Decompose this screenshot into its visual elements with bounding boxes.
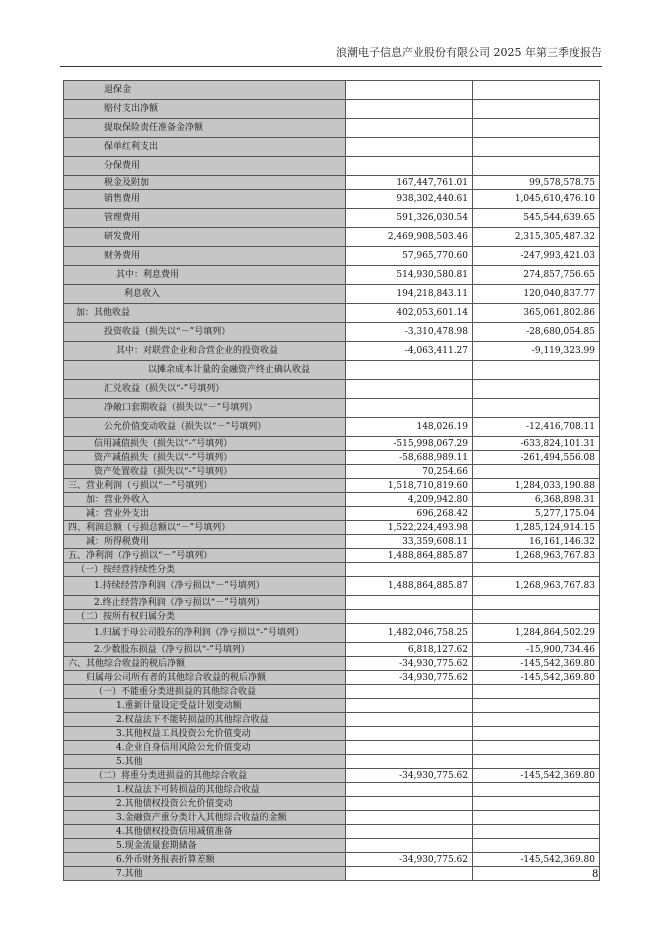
current-period-value <box>346 81 473 100</box>
row-label: 汇兑收益（损失以“-”号填列） <box>64 380 346 399</box>
table-row <box>64 521 600 535</box>
table-row <box>64 783 600 797</box>
current-period-value <box>346 783 473 797</box>
prior-period-value: -28,680,054.85 <box>473 323 600 342</box>
current-period-value <box>346 563 473 577</box>
table-row <box>64 797 600 811</box>
row-label: 资产处置收益（损失以“-”号填列） <box>64 465 346 479</box>
row-label: 销售费用 <box>64 190 346 209</box>
row-label: 税金及附加 <box>64 176 346 190</box>
current-period-value: 148,026.19 <box>346 418 473 437</box>
table-row <box>64 157 600 176</box>
table-row <box>64 361 600 380</box>
current-period-value: 402,053,601.14 <box>346 304 473 323</box>
table-row <box>64 247 600 266</box>
current-period-value <box>346 138 473 157</box>
row-label: 减：所得税费用 <box>64 535 346 549</box>
row-label: 赔付支出净额 <box>64 100 346 119</box>
row-label: 四、利润总额（亏损总额以“－”号填列） <box>64 521 346 535</box>
current-period-value <box>346 797 473 811</box>
row-label: 归属母公司所有者的其他综合收益的税后净额 <box>64 671 346 685</box>
table-row <box>64 479 600 493</box>
current-period-value: 57,965,770.60 <box>346 247 473 266</box>
table-row <box>64 451 600 465</box>
current-period-value <box>346 867 473 881</box>
row-label: 加：营业外收入 <box>64 493 346 507</box>
prior-period-value <box>473 727 600 741</box>
current-period-value <box>346 839 473 853</box>
table-row <box>64 437 600 451</box>
table-row <box>64 624 600 643</box>
current-period-value: 938,302,440.61 <box>346 190 473 209</box>
table-row <box>64 493 600 507</box>
row-label: 6.外币财务报表折算差额 <box>64 853 346 867</box>
prior-period-value <box>473 119 600 138</box>
row-label: 2.终止经营净利润（净亏损以“－”号填列） <box>64 596 346 610</box>
current-period-value <box>346 610 473 624</box>
row-label: 1.重新计量设定受益计划变动额 <box>64 699 346 713</box>
current-period-value: 2,469,908,503.46 <box>346 228 473 247</box>
row-label: 退保金 <box>64 81 346 100</box>
current-period-value <box>346 699 473 713</box>
prior-period-value: 2,315,305,487.32 <box>473 228 600 247</box>
prior-period-value <box>473 741 600 755</box>
current-period-value: 33,359,608.11 <box>346 535 473 549</box>
row-label: 2.其他债权投资公允价值变动 <box>64 797 346 811</box>
prior-period-value <box>473 867 600 881</box>
row-label: 4.企业自身信用风险公允价值变动 <box>64 741 346 755</box>
table-row <box>64 811 600 825</box>
table-row <box>64 304 600 323</box>
current-period-value: 4,209,942.80 <box>346 493 473 507</box>
current-period-value <box>346 157 473 176</box>
row-label: 其中：对联营企业和合营企业的投资收益 <box>64 342 346 361</box>
prior-period-value <box>473 380 600 399</box>
prior-period-value: 16,161,146.32 <box>473 535 600 549</box>
current-period-value: 514,930,580.81 <box>346 266 473 285</box>
table-row <box>64 209 600 228</box>
current-period-value <box>346 755 473 769</box>
current-period-value: 591,326,030.54 <box>346 209 473 228</box>
current-period-value: -34,930,775.62 <box>346 769 473 783</box>
table-row <box>64 399 600 418</box>
current-period-value: -34,930,775.62 <box>346 671 473 685</box>
current-period-value: 1,482,046,758.25 <box>346 624 473 643</box>
current-period-value <box>346 399 473 418</box>
prior-period-value: -633,824,101.31 <box>473 437 600 451</box>
table-row <box>64 342 600 361</box>
prior-period-value <box>473 465 600 479</box>
income-statement-table <box>63 80 600 881</box>
row-label: 五、净利润（净亏损以“－”号填列） <box>64 549 346 563</box>
table-row <box>64 418 600 437</box>
table-row <box>64 825 600 839</box>
row-label: 三、营业利润（亏损以“－”号填列） <box>64 479 346 493</box>
row-label: 分保费用 <box>64 157 346 176</box>
prior-period-value: -145,542,369.80 <box>473 853 600 867</box>
row-label: 公允价值变动收益（损失以“－”号填列） <box>64 418 346 437</box>
current-period-value: 6,818,127.62 <box>346 643 473 657</box>
table-row <box>64 535 600 549</box>
prior-period-value: -247,993,421.03 <box>473 247 600 266</box>
row-label: 财务费用 <box>64 247 346 266</box>
table-row <box>64 839 600 853</box>
current-period-value <box>346 596 473 610</box>
current-period-value <box>346 685 473 699</box>
table-row <box>64 643 600 657</box>
current-period-value: 194,218,843.11 <box>346 285 473 304</box>
table-row <box>64 176 600 190</box>
prior-period-value: -145,542,369.80 <box>473 657 600 671</box>
row-label: 3.金融资产重分类计入其他综合收益的金额 <box>64 811 346 825</box>
row-label: 资产减值损失（损失以“-”号填列） <box>64 451 346 465</box>
table-row <box>64 657 600 671</box>
table-row <box>64 119 600 138</box>
row-label: （一）不能重分类进损益的其他综合收益 <box>64 685 346 699</box>
current-period-value: -3,310,478.98 <box>346 323 473 342</box>
table-row <box>64 699 600 713</box>
prior-period-value: 5,277,175.04 <box>473 507 600 521</box>
income-statement-body <box>64 81 600 881</box>
current-period-value <box>346 741 473 755</box>
row-label: 1.持续经营净利润（净亏损以“－”号填列） <box>64 577 346 596</box>
report-header: 浪潮电子信息产业股份有限公司 2025 年第三季度报告 <box>336 46 602 59</box>
prior-period-value <box>473 100 600 119</box>
prior-period-value <box>473 138 600 157</box>
header-rule <box>60 66 602 67</box>
current-period-value: 1,522,224,493.98 <box>346 521 473 535</box>
table-row <box>64 867 600 881</box>
row-label: 加：其他收益 <box>64 304 346 323</box>
table-row <box>64 741 600 755</box>
table-row <box>64 727 600 741</box>
row-label: 2.权益法下不能转损益的其他综合收益 <box>64 713 346 727</box>
current-period-value <box>346 380 473 399</box>
prior-period-value <box>473 361 600 380</box>
table-row <box>64 769 600 783</box>
table-row <box>64 713 600 727</box>
current-period-value <box>346 100 473 119</box>
table-row <box>64 465 600 479</box>
prior-period-value <box>473 596 600 610</box>
prior-period-value: -12,416,708.11 <box>473 418 600 437</box>
row-label: 保单红利支出 <box>64 138 346 157</box>
prior-period-value <box>473 783 600 797</box>
prior-period-value: -145,542,369.80 <box>473 769 600 783</box>
row-label: （二）按所有权归属分类 <box>64 610 346 624</box>
prior-period-value: 120,040,837.77 <box>473 285 600 304</box>
table-row <box>64 228 600 247</box>
prior-period-value: 6,368,898.31 <box>473 493 600 507</box>
table-row <box>64 577 600 596</box>
current-period-value <box>346 727 473 741</box>
table-row <box>64 596 600 610</box>
table-row <box>64 323 600 342</box>
prior-period-value: 365,061,802.86 <box>473 304 600 323</box>
prior-period-value: 1,045,610,476.10 <box>473 190 600 209</box>
table-row <box>64 507 600 521</box>
row-label: 5.其他 <box>64 755 346 769</box>
current-period-value: -58,688,989.11 <box>346 451 473 465</box>
row-label: 2.少数股东损益（净亏损以“-”号填列） <box>64 643 346 657</box>
table-row <box>64 266 600 285</box>
prior-period-value <box>473 610 600 624</box>
prior-period-value: 545,544,639.65 <box>473 209 600 228</box>
prior-period-value: 1,284,033,190.88 <box>473 479 600 493</box>
row-label: 利息收入 <box>64 285 346 304</box>
table-row <box>64 685 600 699</box>
current-period-value: -4,063,411.27 <box>346 342 473 361</box>
table-row <box>64 285 600 304</box>
current-period-value: -34,930,775.62 <box>346 657 473 671</box>
prior-period-value <box>473 81 600 100</box>
prior-period-value <box>473 713 600 727</box>
table-row <box>64 100 600 119</box>
row-label: 5.现金流量套期储备 <box>64 839 346 853</box>
prior-period-value <box>473 797 600 811</box>
row-label: 1.权益法下可转损益的其他综合收益 <box>64 783 346 797</box>
current-period-value <box>346 825 473 839</box>
prior-period-value <box>473 699 600 713</box>
current-period-value <box>346 713 473 727</box>
current-period-value <box>346 811 473 825</box>
row-label: （一）按经营持续性分类 <box>64 563 346 577</box>
row-label: 4.其他债权投资信用减值准备 <box>64 825 346 839</box>
row-label: 净敞口套期收益（损失以“－”号填列） <box>64 399 346 418</box>
current-period-value <box>346 361 473 380</box>
prior-period-value: -261,494,556.08 <box>473 451 600 465</box>
table-row <box>64 380 600 399</box>
table-row <box>64 81 600 100</box>
row-label: 研发费用 <box>64 228 346 247</box>
table-row <box>64 671 600 685</box>
row-label: 其中：利息费用 <box>64 266 346 285</box>
table-row <box>64 563 600 577</box>
current-period-value: 1,518,710,819.60 <box>346 479 473 493</box>
row-label: 以摊余成本计量的金融资产终止确认收益 <box>64 361 346 380</box>
prior-period-value <box>473 563 600 577</box>
prior-period-value: 274,857,756.65 <box>473 266 600 285</box>
table-row <box>64 138 600 157</box>
prior-period-value <box>473 811 600 825</box>
row-label: （二）将重分类进损益的其他综合收益 <box>64 769 346 783</box>
current-period-value: 1,488,864,885.87 <box>346 577 473 596</box>
current-period-value: 70,254.66 <box>346 465 473 479</box>
prior-period-value <box>473 157 600 176</box>
row-label: 投资收益（损失以“－”号填列） <box>64 323 346 342</box>
prior-period-value: -9,119,323.99 <box>473 342 600 361</box>
prior-period-value <box>473 825 600 839</box>
row-label: 1.归属于母公司股东的净利润（净亏损以“-”号填列） <box>64 624 346 643</box>
row-label: 提取保险责任准备金净额 <box>64 119 346 138</box>
prior-period-value: 99,578,578.75 <box>473 176 600 190</box>
table-row <box>64 190 600 209</box>
table-row <box>64 549 600 563</box>
prior-period-value: 1,268,963,767.83 <box>473 549 600 563</box>
prior-period-value: 1,285,124,914.15 <box>473 521 600 535</box>
row-label: 信用减值损失（损失以“-”号填列） <box>64 437 346 451</box>
prior-period-value: -145,542,369.80 <box>473 671 600 685</box>
current-period-value: -515,998,067.29 <box>346 437 473 451</box>
prior-period-value <box>473 399 600 418</box>
row-label: 3.其他权益工具投资公允价值变动 <box>64 727 346 741</box>
prior-period-value: 1,268,963,767.83 <box>473 577 600 596</box>
prior-period-value: -15,900,734.46 <box>473 643 600 657</box>
current-period-value: -34,930,775.62 <box>346 853 473 867</box>
table-row <box>64 755 600 769</box>
row-label: 7.其他 <box>64 867 346 881</box>
table-row <box>64 610 600 624</box>
table-row <box>64 853 600 867</box>
prior-period-value <box>473 755 600 769</box>
current-period-value <box>346 119 473 138</box>
prior-period-value: 1,284,864,502.29 <box>473 624 600 643</box>
current-period-value: 1,488,864,885.87 <box>346 549 473 563</box>
page-number: 8 <box>592 869 599 880</box>
prior-period-value <box>473 685 600 699</box>
row-label: 六、其他综合收益的税后净额 <box>64 657 346 671</box>
current-period-value: 696,268.42 <box>346 507 473 521</box>
row-label: 管理费用 <box>64 209 346 228</box>
current-period-value: 167,447,761.01 <box>346 176 473 190</box>
row-label: 减：营业外支出 <box>64 507 346 521</box>
prior-period-value <box>473 839 600 853</box>
